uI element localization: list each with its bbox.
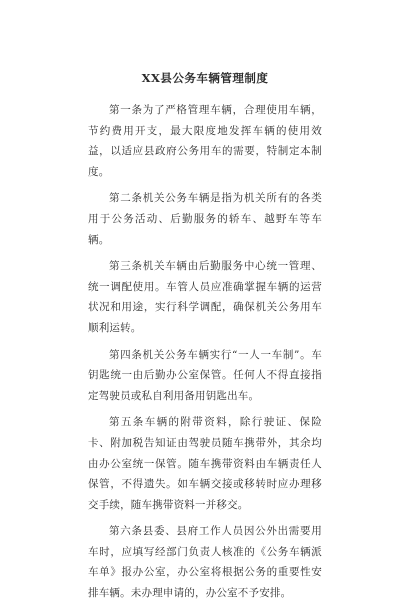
document-title: XX县公务车辆管理制度	[141, 71, 269, 85]
article-6-paragraph: 第六条县委、县府工作人员因公外出需要用车时，应填写经部门负责人核准的《公务车辆派车单》报办公室，办公室将根据公务的重要性安排车辆。未办理申请的，办公室不予安排。	[88, 525, 322, 600]
article-2-paragraph: 第二条机关公务车辆是指为机关所有的各类用于公务活动、后勤服务的轿车、越野车等车辆。	[88, 192, 322, 246]
article-3-paragraph: 第三条机关车辆由后勤服务中心统一管理、统一调配使用。车管人员应准确掌握车辆的运营状况和用途，实行科学调配，确保机关公务用车顺利运转。	[88, 260, 322, 334]
article-4-paragraph: 第四条机关公务车辆实行“一人一车制”。车钥匙统一由后勤办公室保管。任何人不得直接指定驾驶员或私自利用备用钥匙出车。	[88, 348, 322, 402]
document-body	[88, 100, 322, 610]
article-1-paragraph: 第一条为了严格管理车辆，合理使用车辆，节约费用开支，最大限度地发挥车辆的使用效益，以适应县政府公务用车的需要，特制定本制度。	[88, 104, 322, 178]
article-5-paragraph: 第五条车辆的附带资料，除行驶证、保险卡、附加税告知证由驾驶员随车携带外，其余均由办公室统一保管。随车携带资料由车辆责任人保管，不得遗失。如车辆交接或移转时应办理移交手续，随车携带资料一并移交。	[88, 416, 322, 511]
